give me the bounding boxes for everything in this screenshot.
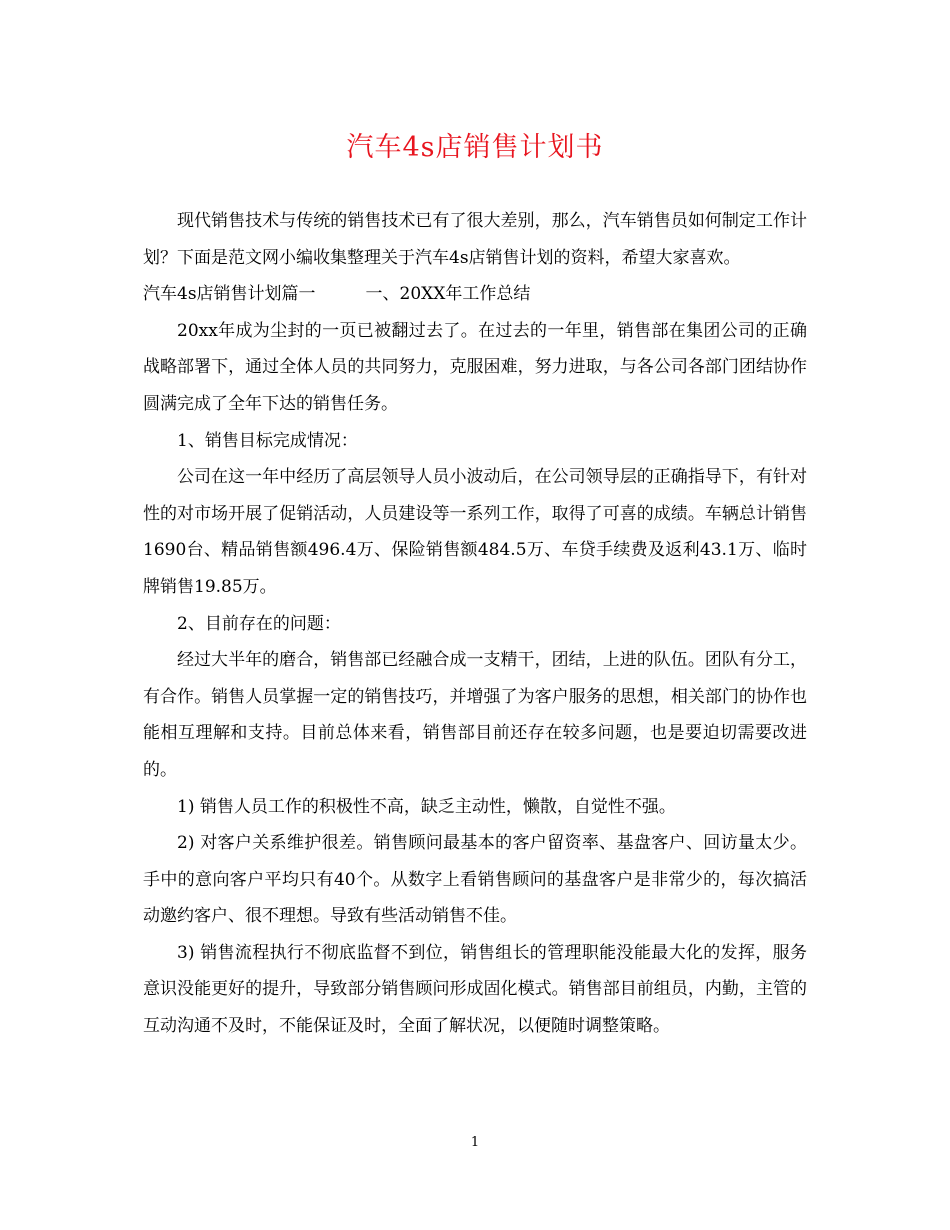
heading-existing-problems: 2、目前存在的问题：: [177, 613, 341, 634]
document-title: 汽车4s店销售计划书: [346, 132, 604, 163]
paragraph-sales-results: 公司在这一年中经历了高层领导人员小波动后，在公司领导层的正确指导下，有针对性的对市场开展了促销活动，人员建设等一系列工作，取得了可喜的成绩。车辆总计销售1690台、精品销售额496.4万、保险销售额484.5万、车贷手续费及返利43.1万、临时牌销售19.85万。: [143, 467, 807, 597]
problem-item-2: 2) 对客户关系维护很差。销售顾问最基本的客户留资率、基盘客户、回访量太少。手中的意向客户平均只有40个。从数字上看销售顾问的基盘客户是非常少的，每次搞活动邀约客户、很不理想。导致有些活动销售不佳。: [143, 833, 807, 927]
paragraph-team-status: 经过大半年的磨合，销售部已经融合成一支精干，团结，上进的队伍。团队有分工，有合作。销售人员掌握一定的销售技巧，并增强了为客户服务的思想，相关部门的协作也能相互理解和支持。目前总体来看，销售部目前还存在较多问题，也是要迫切需要改进的。: [143, 650, 807, 780]
section-heading-subtitle: 一、20XX年工作总结: [365, 284, 531, 305]
paragraph-summary: 20xx年成为尘封的一页已被翻过去了。在过去的一年里，销售部在集团公司的正确战略部署下，通过全体人员的共同努力，克服困难，努力进取，与各公司各部门团结协作圆满完成了全年下达的销售任务。: [143, 320, 807, 414]
page-number: 1: [470, 1135, 480, 1150]
intro-paragraph: 现代销售技术与传统的销售技术已有了很大差别，那么，汽车销售员如何制定工作计划？下面是范文网小编收集整理关于汽车4s店销售计划的资料，希望大家喜欢。: [143, 211, 807, 268]
problem-item-1: 1) 销售人员工作的积极性不高，缺乏主动性，懒散，自觉性不强。: [177, 796, 676, 817]
section-heading: [143, 276, 807, 313]
section-heading-title: 汽车4s店销售计划篇一: [143, 284, 316, 305]
heading-sales-target: 1、销售目标完成情况：: [177, 430, 358, 451]
document-body: [143, 203, 807, 1045]
problem-item-3: 3) 销售流程执行不彻底监督不到位，销售组长的管理职能没能最大化的发挥，服务意识没能更好的提升，导致部分销售顾问形成固化模式。销售部目前组员，内勤，主管的互动沟通不及时，不能保证及时，全面了解状况，以便随时调整策略。: [143, 942, 807, 1037]
